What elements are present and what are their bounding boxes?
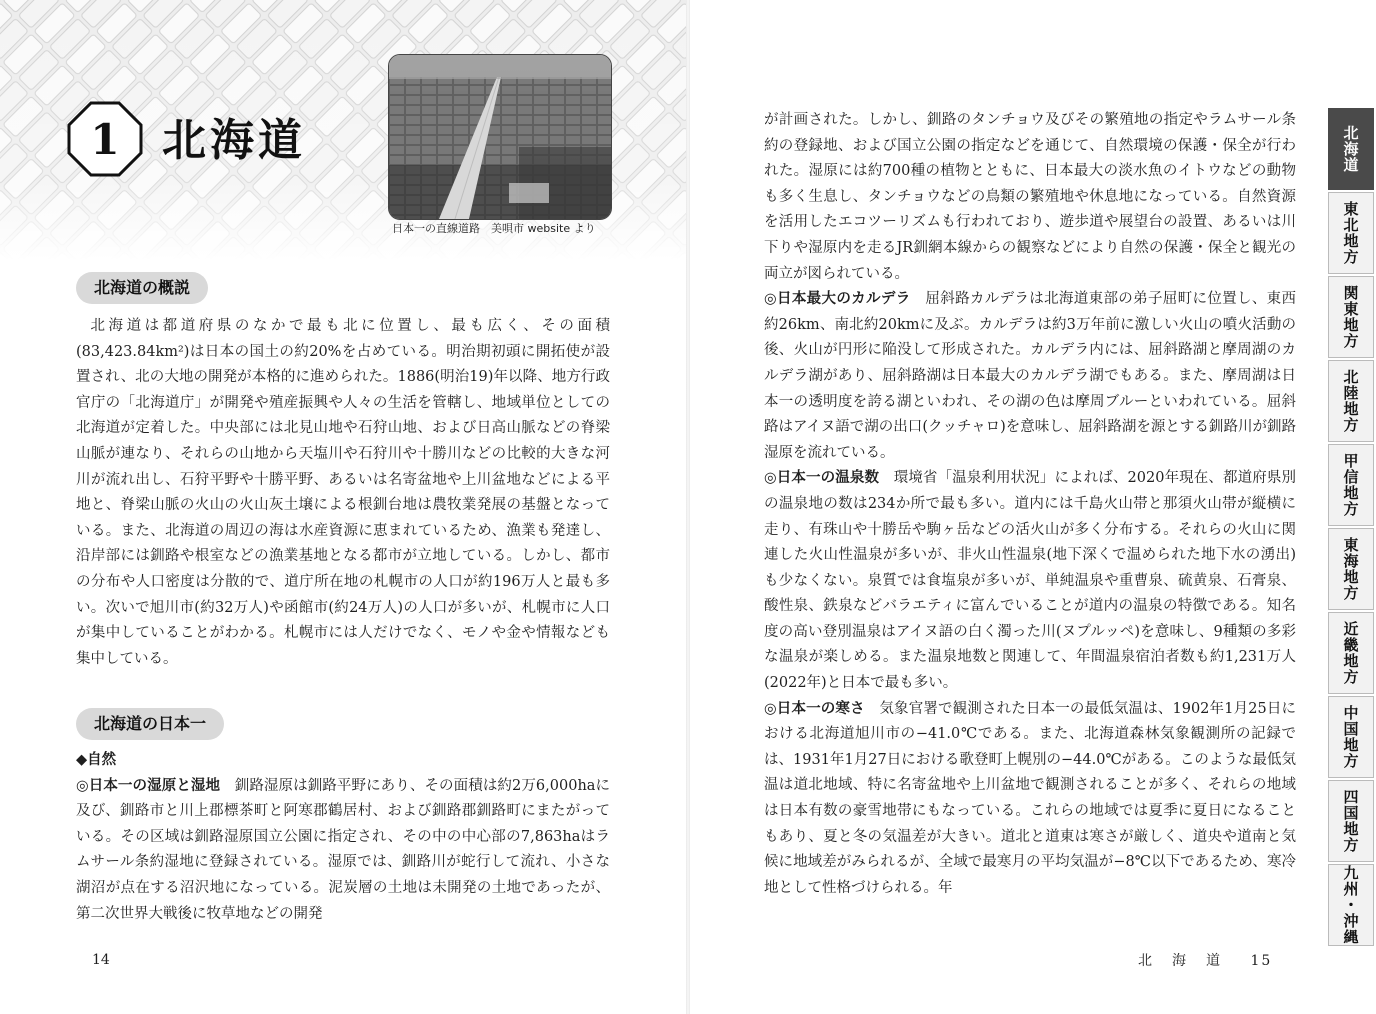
onsen-heading: ◎日本一の温泉数: [764, 470, 880, 487]
page-number-left: 14: [92, 952, 110, 968]
nature-body: [76, 748, 610, 927]
wetland-paragraph: [76, 774, 610, 928]
right-page-body: [764, 108, 1296, 901]
caldera-paragraph: [764, 287, 1296, 466]
chapter-title: 北海道: [162, 115, 306, 166]
wetland-continued: が計画された。しかし、釧路のタンチョウ及びその繁殖地の指定やラムサール条約の登録地、および国立公園の指定などを通じて、自然環境の保護・保全が行われた。湿原には約700種の植物とともに、日本最大の淡水魚のイトウなどの動物も多く生息し、タンチョウなどの鳥類の繁殖地や休息地になっている。自然資源を活用したエコツーリズムも行われており、遊歩道や展望台の設置、あるいは川下りや湿原内を走るJR釧網本線からの観察などにより自然の保護・保全と観光の両立が図られている。: [764, 112, 1296, 282]
wetland-text: 釧路湿原は釧路平野にあり、その面積は約2万6,000haに及び、釧路市と川上郡標茶町と阿寒郡鶴居村、および釧路郡釧路町にまたがっている。その区域は釧路湿原国立公園に指定され、その中の中心部の7,863haはラムサール条約湿地に登録されている。湿原では、釧路川が蛇行して流れ、小さな湖沼が点在する沼沢地になっている。泥炭層の土地は未開発の土地であったが、第二次世界大戦後に牧草地などの開発: [76, 777, 611, 922]
chapter-number: 1: [90, 115, 120, 164]
tab-koshin[interactable]: 甲信地方: [1328, 444, 1374, 526]
onsen-paragraph: [764, 466, 1296, 696]
cold-paragraph: [764, 697, 1296, 902]
nature-heading: ◆自然: [76, 752, 117, 768]
overview-body: [76, 314, 610, 672]
tab-kyushu-okinawa[interactable]: 九州・沖縄: [1328, 864, 1374, 946]
tab-hokuriku[interactable]: 北陸地方: [1328, 360, 1374, 442]
tab-kinki[interactable]: 近畿地方: [1328, 612, 1374, 694]
tab-chugoku[interactable]: 中国地方: [1328, 696, 1374, 778]
overview-paragraph: 北海道は都道府県のなかで最も北に位置し、最も広く、その面積(83,423.84km²)は日本の国土の約20%を占めている。明治期初頭に開拓使が設置され、北の大地の開発が本格的に進められた。1886(明治19)年以降、地方行政官庁の「北海道庁」が開発や殖産振興や人々の生活を管轄し、地域単位としての北海道が定着した。中央部には北見山地や石狩山地、および日高山脈などの脊梁山脈が連なり、それらの山地から天塩川や石狩川や十勝川などの比較的大きな河川が流れ出し、石狩平野や十勝平野、あるいは名寄盆地や上川盆地などによる平地と、脊梁山脈の火山の火山灰土壌による根釧台地は農牧業発展の基盤となっている。また、北海道の周辺の海は水産資源に恵まれているため、漁業も発達し、沿岸部には釧路や根室などの漁業基地となる都市が立地している。しかし、都市の分布や人口密度は分散的で、道庁所在地の札幌市の人口が約196万人と最も多い。次いで旭川市(約32万人)や函館市(約24万人)の人口が多いが、札幌市に人口が集中していることがわかる。札幌市には人だけでなく、モノや金や情報なども集中している。: [76, 318, 610, 667]
tab-tohoku[interactable]: 東北地方: [1328, 192, 1374, 274]
running-title: 北海道: [1138, 953, 1240, 969]
chapter-number-badge: [66, 100, 144, 178]
tab-kanto[interactable]: 関東地方: [1328, 276, 1374, 358]
photo-caption: 日本一の直線道路 美唄市 website より: [392, 222, 596, 235]
region-index-tabs: [1328, 108, 1374, 948]
section-heading-number-one: 北海道の日本一: [76, 708, 224, 740]
wetland-heading: ◎日本一の湿原と湿地: [76, 777, 221, 794]
tab-hokkaido[interactable]: 北海道: [1328, 108, 1374, 190]
caldera-text: 屈斜路カルデラは北海道東部の弟子屈町に位置し、東西約26km、南北約20kmに及ぶ。カルデラは約3万年前に激しい火山の噴火活動の後、火山が円形に陥没して形成された。カルデラ内には、屈斜路湖と摩周湖のカルデラ湖があり、屈斜路湖は日本最大のカルデラ湖でもある。また、摩周湖は日本一の透明度を誇る湖といわれ、その湖の色は摩周ブルーといわれている。屈斜路はアイヌ語で湖の出口(クッチャロ)を意味し、屈斜路湖を源とする釧路川が釧路湿原を流れている。: [764, 291, 1297, 461]
photo-straight-road: [388, 54, 612, 220]
book-gutter: [686, 0, 690, 1014]
onsen-text: 環境省「温泉利用状況」によれば、2020年現在、都道府県別の温泉地の数は234か所で最も多い。道内には千島火山帯と那須火山帯が縦横に走り、有珠山や十勝岳や駒ヶ岳などの活火山が多く分布する。それらの火山に関連した火山性温泉が多いが、非火山性温泉(地下深くで温められた地下水の湧出)も少なくない。泉質では食塩泉が多いが、単純温泉や重曹泉、硫黄泉、石膏泉、酸性泉、鉄泉などバラエティに富んでいることが道内の温泉の特徴である。知名度の高い登別温泉はアイヌ語の白く濁った川(ヌプルッペ)を意味し、9種類の多彩な温泉が楽しめる。また温泉地数と関連して、年間温泉宿泊者数も約1,231万人(2022年)と日本で最も多い。: [764, 470, 1296, 692]
cold-heading: ◎日本一の寒さ: [764, 700, 865, 717]
tab-tokai[interactable]: 東海地方: [1328, 528, 1374, 610]
cold-text: 気象官署で観測された日本一の最低気温は、1902年1月25日における北海道旭川市の−41.0℃である。また、北海道森林気象観測所の記録では、1931年1月27日における歌登町上幌別の−44.0℃がある。このような最低気温は道北地域、特に名寄盆地や上川盆地で観測されることが多く、それらの地域は日本有数の豪雪地帯にもなっている。これらの地域では夏季に夏日になることもあり、夏と冬の気温差が大きい。道北と道東は寒さが厳しく、道央や道南と気候に地域差がみられるが、全域で最寒月の平均気温が−8℃以下であるため、寒冷地として性格づけられる。年: [764, 700, 1297, 896]
caldera-heading: ◎日本最大のカルデラ: [764, 291, 911, 308]
section-heading-overview: 北海道の概説: [76, 272, 208, 304]
running-footer-right: [1138, 950, 1272, 970]
tab-shikoku[interactable]: 四国地方: [1328, 780, 1374, 862]
page-number-right: 15: [1250, 953, 1273, 969]
